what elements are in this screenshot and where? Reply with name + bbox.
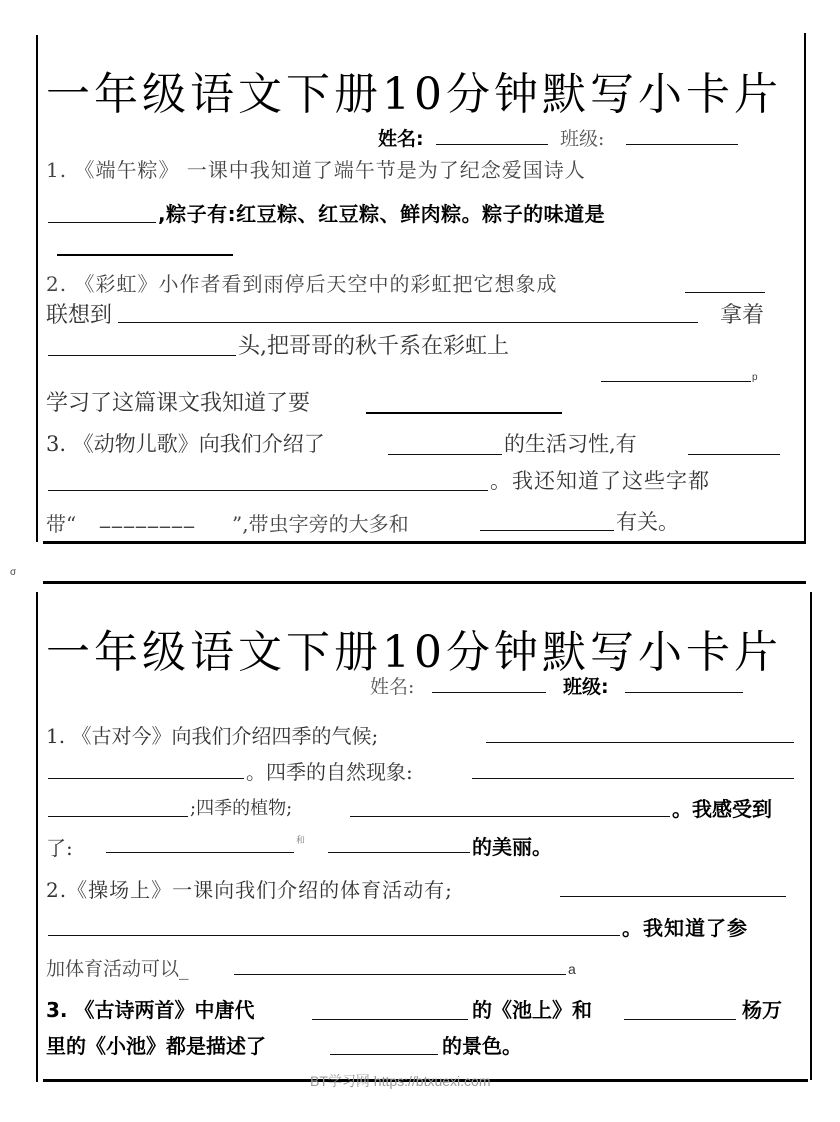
card2-q1-line1: 1. 《古对今》向我们介绍四季的气候; [46, 724, 379, 748]
card2-name-label: 姓名: [370, 676, 415, 698]
card2-q1-blank-feel-2[interactable] [328, 852, 470, 853]
card1-left-border [36, 35, 38, 542]
card1-q3-blank-have-2[interactable] [48, 490, 488, 491]
card1-q3-line3-a: 带“ [46, 512, 77, 536]
card1-q3-line1-b: 的生活习性,有 [504, 432, 637, 456]
card2-q1-line3-a: ;四季的植物; [190, 798, 293, 819]
card2-q3-blank-poet[interactable] [312, 1019, 468, 1020]
card1-q1-blank-taste[interactable] [57, 254, 233, 256]
card2-q1-line3-b: 。我感受到 [672, 797, 772, 821]
card1-title: 一年级语文下册10分钟默写小卡片 [46, 69, 782, 120]
card2-q3-line1-a: 3. 《古诗两首》中唐代 [46, 998, 255, 1022]
card1-q2-blank-learn[interactable] [366, 412, 562, 414]
card1-q3-blank-radical[interactable]: ________ [100, 504, 196, 528]
card1-q2-line1: 2. 《彩虹》小作者看到雨停后天空中的彩虹把它想象成 [46, 272, 558, 296]
card2-q3-blank-season[interactable] [330, 1054, 438, 1055]
card1-q2-blank-imagine[interactable] [685, 292, 765, 293]
card1-class-field[interactable] [626, 144, 738, 145]
card2-class-label: 班级: [563, 676, 609, 698]
card1-q3-blank-related[interactable] [480, 530, 614, 531]
separator-mark: σ [10, 567, 17, 578]
card1-class-label: 班级: [560, 128, 605, 150]
card2-q1-line4-a: 了: [46, 836, 73, 860]
card2-top-border [43, 581, 806, 584]
card1-q3-blank-have-1[interactable] [688, 454, 780, 455]
card2-q2-line2: 。我知道了参 [622, 916, 748, 940]
card2-q3-line2-a: 里的《小池》都是描述了 [46, 1034, 266, 1058]
card2-q1-blank-feel-1[interactable] [106, 852, 294, 853]
card2-q1-line2: 。四季的自然现象: [246, 760, 413, 784]
card2-q3-blank-dynasty[interactable] [624, 1019, 736, 1020]
card2-q1-blank-plants[interactable] [350, 816, 670, 817]
card1-bottom-border [43, 541, 806, 544]
watermark: BT学习网 https://btxuexi.com [310, 1073, 491, 1089]
card1-q1-line1: 1. 《端午粽》 一课中我知道了端午节是为了纪念爱国诗人 [46, 158, 586, 182]
card1-q2-line3: 头,把哥哥的秋千系在彩虹上 [238, 334, 509, 359]
card2-q2-blank-sports-2[interactable] [48, 935, 620, 936]
card2-q3-line1-c: 杨万 [742, 998, 782, 1022]
card1-name-field[interactable] [436, 144, 548, 145]
card1-name-label: 姓名: [378, 128, 424, 150]
card2-title: 一年级语文下册10分钟默写小卡片 [46, 627, 782, 678]
card2-q1-mark: 和 [296, 835, 306, 845]
card2-q1-blank-climate-2[interactable] [48, 778, 244, 779]
card1-q2-line2-suffix: 拿着 [720, 303, 765, 328]
card1-q2-blank-think[interactable] [118, 322, 698, 323]
card2-q1-blank-nature[interactable] [472, 778, 794, 779]
card1-q3-line3-b: ”,带虫字旁的大多和 [232, 512, 409, 536]
card1-q2-line2-prefix: 联想到 [46, 303, 113, 328]
card2-q1-blank-climate-1[interactable] [486, 742, 794, 743]
card1-q2-blank-hold[interactable] [48, 355, 236, 356]
card1-q3-line2: 。我还知道了这些字都 [490, 469, 710, 493]
card2-q2-mark: a [568, 961, 576, 977]
card2-name-field[interactable] [432, 692, 546, 693]
card2-q2-line3: 加体育活动可以_ [46, 958, 189, 980]
card2-q2-blank-sports-1[interactable] [560, 896, 786, 897]
card1-q1-line2: ,粽子有:红豆粽、红豆粽、鲜肉粽。粽子的味道是 [158, 202, 606, 226]
card1-q2-marker: p [752, 372, 758, 383]
card1-q2-blank-extra[interactable] [601, 381, 751, 382]
card1-q3-line3-c: 有关。 [616, 510, 679, 534]
card1-q2-line4: 学习了这篇课文我知道了要 [46, 391, 311, 416]
card2-q1-line4-b: 的美丽。 [472, 835, 552, 859]
card2-q1-blank-nature-2[interactable] [48, 816, 188, 817]
card2-q2-line1: 2.《操场上》一课向我们介绍的体育活动有; [46, 878, 453, 902]
card2-right-border [810, 592, 812, 1080]
card2-class-field[interactable] [625, 692, 743, 693]
card2-q2-blank-benefit[interactable] [234, 974, 566, 975]
card1-q3-line1-a: 3. 《动物儿歌》向我们介绍了 [46, 432, 325, 456]
card1-right-border [804, 33, 806, 542]
card1-q1-blank-poet[interactable] [48, 222, 156, 223]
card1-q3-blank-animals[interactable] [388, 454, 502, 455]
card2-q3-line1-b: 的《池上》和 [472, 998, 592, 1022]
card2-q3-line2-b: 的景色。 [442, 1034, 522, 1058]
card2-left-border [36, 592, 38, 1082]
